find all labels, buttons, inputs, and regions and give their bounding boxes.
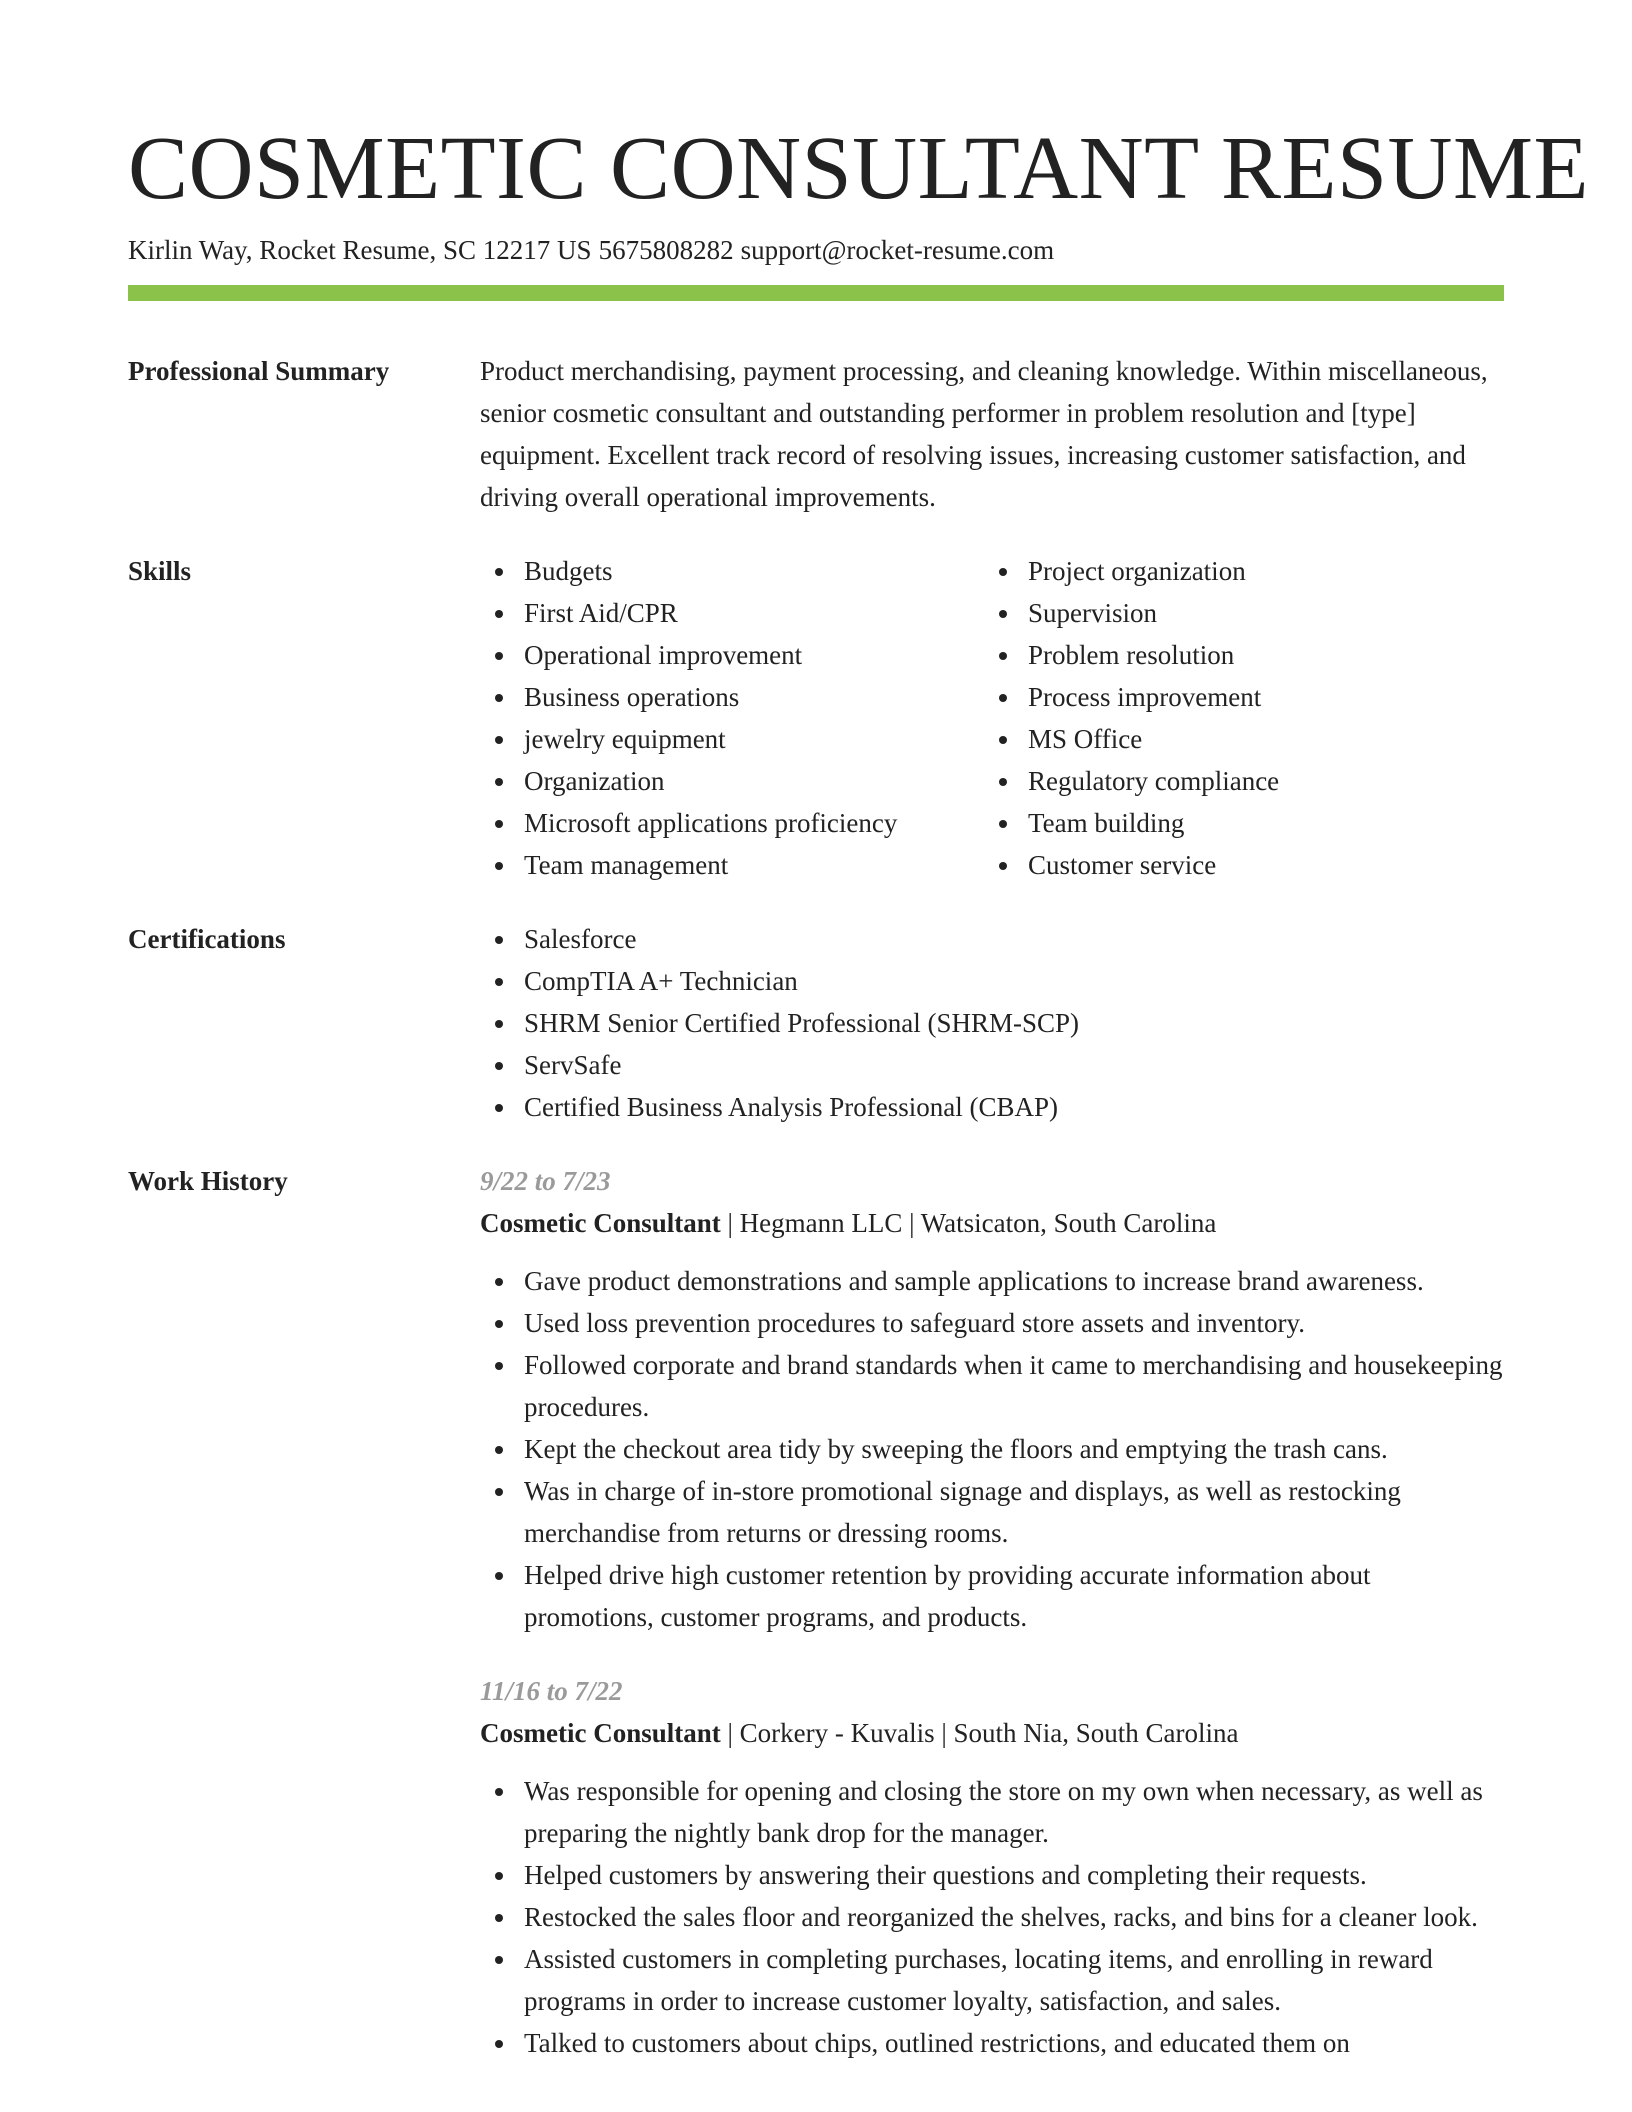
list-item: Followed corporate and brand standards when it came to merchandising and housekeeping procedures. <box>524 1344 1504 1428</box>
summary-body <box>480 350 1504 518</box>
section-work-history <box>128 1160 1504 2096</box>
section-heading-certifications: Certifications <box>128 924 286 954</box>
job-title: Cosmetic Consultant <box>480 1718 721 1748</box>
skills-list-left <box>480 550 984 886</box>
job-dates: 11/16 to 7/22 <box>480 1676 623 1706</box>
resume-content <box>128 350 1504 2096</box>
job-entry <box>480 1160 1504 1638</box>
list-item: Salesforce <box>524 918 1504 960</box>
certifications-body <box>480 918 1504 1128</box>
work-history-body <box>480 1160 1504 2096</box>
job-entry <box>480 1670 1504 2064</box>
skills-list-right <box>984 550 1504 886</box>
list-item: Business operations <box>524 676 984 718</box>
contact-phone: 5675808282 <box>598 235 734 265</box>
contact-address: Kirlin Way, Rocket Resume, SC 12217 US <box>128 235 592 265</box>
list-item: Used loss prevention procedures to safeguard store assets and inventory. <box>524 1302 1504 1344</box>
list-item: MS Office <box>1028 718 1504 760</box>
list-item: Certified Business Analysis Professional (CBAP) <box>524 1086 1504 1128</box>
list-item: Customer service <box>1028 844 1504 886</box>
job-details: | Hegmann LLC | Watsicaton, South Carolina <box>720 1208 1217 1238</box>
resume-title: COSMETIC CONSULTANT RESUME <box>128 119 1589 218</box>
job-title: Cosmetic Consultant <box>480 1208 721 1238</box>
list-item: Microsoft applications proficiency <box>524 802 984 844</box>
contact-email: support@rocket-resume.com <box>740 235 1055 265</box>
job-bullets <box>480 1770 1504 2064</box>
skills-column-left <box>480 550 984 886</box>
section-heading-summary: Professional Summary <box>128 356 390 386</box>
section-professional-summary <box>128 350 1504 518</box>
certifications-list <box>480 918 1504 1128</box>
list-item: Problem resolution <box>1028 634 1504 676</box>
job-bullets <box>480 1260 1504 1638</box>
job-heading <box>480 1712 1504 1754</box>
list-item: Budgets <box>524 550 984 592</box>
list-item: jewelry equipment <box>524 718 984 760</box>
list-item: Kept the checkout area tidy by sweeping the floors and emptying the trash cans. <box>524 1428 1504 1470</box>
list-item: Project organization <box>1028 550 1504 592</box>
list-item: Team management <box>524 844 984 886</box>
list-item: First Aid/CPR <box>524 592 984 634</box>
list-item: CompTIA A+ Technician <box>524 960 1504 1002</box>
list-item: Gave product demonstrations and sample applications to increase brand awareness. <box>524 1260 1504 1302</box>
section-certifications <box>128 918 1504 1128</box>
section-heading-work-history: Work History <box>128 1166 288 1196</box>
contact-line <box>128 232 1061 268</box>
summary-text: Product merchandising, payment processing, and cleaning knowledge. Within miscellaneous, senior cosmetic consultant and outstanding performer in problem resolution and [type] equipment. Excellent track record of resolving issues, increasing customer satisfaction, and driving overall operational improvements. <box>480 356 1488 512</box>
list-item: Operational improvement <box>524 634 984 676</box>
job-heading <box>480 1202 1504 1244</box>
list-item: Restocked the sales floor and reorganized the shelves, racks, and bins for a cleaner look. <box>524 1896 1504 1938</box>
job-dates: 9/22 to 7/23 <box>480 1166 611 1196</box>
job-details: | Corkery - Kuvalis | South Nia, South Carolina <box>720 1718 1239 1748</box>
list-item: Talked to customers about chips, outlined restrictions, and educated them on <box>524 2022 1504 2064</box>
section-skills <box>128 550 1504 886</box>
list-item: Was responsible for opening and closing the store on my own when necessary, as well as preparing the nightly bank drop for the manager. <box>524 1770 1504 1854</box>
list-item: Helped drive high customer retention by providing accurate information about promotions, customer programs, and products. <box>524 1554 1504 1638</box>
list-item: Supervision <box>1028 592 1504 634</box>
list-item: Helped customers by answering their questions and completing their requests. <box>524 1854 1504 1896</box>
list-item: Team building <box>1028 802 1504 844</box>
list-item: Regulatory compliance <box>1028 760 1504 802</box>
header-accent-rule <box>128 285 1504 301</box>
list-item: Process improvement <box>1028 676 1504 718</box>
list-item: ServSafe <box>524 1044 1504 1086</box>
list-item: Was in charge of in-store promotional signage and displays, as well as restocking merchandise from returns or dressing rooms. <box>524 1470 1504 1554</box>
skills-grid <box>480 550 1504 886</box>
list-item: SHRM Senior Certified Professional (SHRM-SCP) <box>524 1002 1504 1044</box>
skills-column-right <box>984 550 1504 886</box>
section-heading-skills: Skills <box>128 556 192 586</box>
list-item: Organization <box>524 760 984 802</box>
list-item: Assisted customers in completing purchases, locating items, and enrolling in reward programs in order to increase customer loyalty, satisfaction, and sales. <box>524 1938 1504 2022</box>
